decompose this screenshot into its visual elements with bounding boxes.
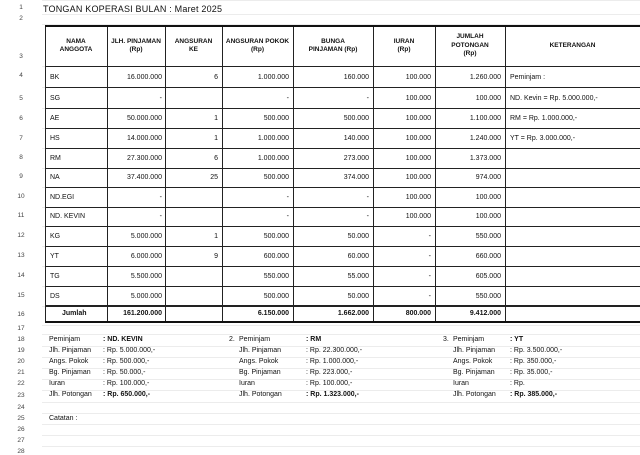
cell-angsuran-ke[interactable] xyxy=(165,211,218,223)
row-number: 18 xyxy=(17,336,25,343)
cell-bunga[interactable]: 273.000 xyxy=(343,155,369,162)
cell-pinjaman[interactable]: - xyxy=(159,194,162,201)
cell-jumlah-potongan[interactable]: 550.000 xyxy=(475,293,501,300)
cell-angsuran-pokok[interactable]: 500.000 xyxy=(263,115,289,122)
row-number: 23 xyxy=(17,392,25,399)
row-number: 20 xyxy=(17,358,25,365)
cell-bunga[interactable]: 60.000 xyxy=(347,253,369,260)
cell-pinjaman[interactable]: 16.000.000 xyxy=(126,74,162,81)
row-number: 5 xyxy=(19,95,23,102)
detail-label[interactable]: Jlh. Pinjaman xyxy=(453,347,496,354)
header-iuran[interactable]: IURAN (Rp) xyxy=(393,37,415,53)
cell-iuran[interactable]: 100.000 xyxy=(405,74,431,81)
detail-value[interactable]: : Rp. 50.000,- xyxy=(103,369,146,376)
row-number: 25 xyxy=(17,415,25,422)
total-label[interactable]: Jumlah xyxy=(62,310,87,317)
row-number: 14 xyxy=(17,272,25,279)
row-number: 21 xyxy=(17,369,25,376)
cell-nama[interactable]: YT xyxy=(50,253,59,260)
sheet-title[interactable]: TONGAN KOPERASI BULAN : Maret 2025 xyxy=(43,4,223,14)
gridline xyxy=(42,446,640,447)
cell-angsuran-ke[interactable]: 25 xyxy=(210,174,218,181)
cell-jumlah-potongan[interactable]: 1.373.000 xyxy=(469,155,501,162)
detail-value[interactable]: : Rp. 500.000,- xyxy=(103,358,150,365)
detail-label[interactable]: Peminjam xyxy=(239,336,271,343)
cell-jumlah-potongan[interactable]: 1.240.000 xyxy=(469,135,501,142)
cell-angsuran-ke[interactable]: 1 xyxy=(214,233,218,240)
cell-jumlah-potongan[interactable]: 660.000 xyxy=(475,253,501,260)
cell-jumlah-potongan[interactable]: 550.000 xyxy=(475,233,501,240)
total-iuran[interactable]: 800.000 xyxy=(405,310,431,317)
total-bunga[interactable]: 1.662.000 xyxy=(337,310,369,317)
detail-value[interactable]: : ND. KEVIN xyxy=(103,336,143,343)
cell-iuran[interactable]: 100.000 xyxy=(405,174,431,181)
row-border xyxy=(45,148,640,149)
row-border xyxy=(45,306,640,307)
cell-pinjaman[interactable]: - xyxy=(159,95,162,102)
detail-label[interactable]: Peminjam xyxy=(49,336,81,343)
detail-label[interactable]: Jlh. Potongan xyxy=(453,391,496,398)
cell-keterangan[interactable]: ND. Kevin = Rp. 5.000.000,- xyxy=(510,95,598,102)
cell-angsuran-ke[interactable]: 6 xyxy=(214,155,218,162)
row-border xyxy=(45,187,640,188)
cell-pinjaman[interactable]: 37.400.000 xyxy=(126,174,162,181)
row-border xyxy=(45,87,640,88)
cell-bunga[interactable]: 500.000 xyxy=(343,115,369,122)
cell-iuran[interactable]: - xyxy=(428,253,431,260)
detail-value[interactable]: : Rp. 650.000,- xyxy=(103,391,151,398)
detail-value[interactable]: : Rp. 35.000,- xyxy=(510,369,553,376)
row-border xyxy=(45,66,640,67)
cell-pinjaman[interactable]: 5.000.000 xyxy=(130,293,162,300)
cell-angsuran-pokok[interactable]: 600.000 xyxy=(263,253,289,260)
cell-angsuran-ke[interactable]: 1 xyxy=(214,135,218,142)
total-pinjaman[interactable]: 161.200.000 xyxy=(123,310,162,317)
gridline xyxy=(42,325,640,326)
cell-pinjaman[interactable]: 5.000.000 xyxy=(130,233,162,240)
cell-pinjaman[interactable]: 50.000.000 xyxy=(126,115,162,122)
cell-iuran[interactable]: - xyxy=(428,293,431,300)
row-border xyxy=(45,286,640,287)
cell-nama[interactable]: DS xyxy=(50,293,60,300)
detail-value[interactable]: : Rp. 350.000,- xyxy=(510,358,557,365)
detail-value[interactable]: : Rp. 22.300.000,- xyxy=(306,347,363,354)
cell-nama[interactable]: SG xyxy=(50,95,61,102)
header-angsuran-ke[interactable]: ANGSURAN KE xyxy=(174,37,213,53)
row-number: 27 xyxy=(17,437,25,444)
row-number: 22 xyxy=(17,380,25,387)
row-number: 24 xyxy=(17,404,25,411)
cell-iuran[interactable]: - xyxy=(428,233,431,240)
cell-jumlah-potongan[interactable]: 974.000 xyxy=(475,174,501,181)
detail-label[interactable]: Iuran xyxy=(49,380,65,387)
detail-label[interactable]: Jlh. Potongan xyxy=(239,391,282,398)
cell-pinjaman[interactable]: - xyxy=(159,213,162,220)
header-angsuran-pokok[interactable]: ANGSURAN POKOK (Rp) xyxy=(225,37,290,53)
row-number: 2 xyxy=(19,15,23,22)
detail-value[interactable]: : Rp. 100.000,- xyxy=(103,380,150,387)
cell-pinjaman[interactable]: 6.000.000 xyxy=(130,253,162,260)
cell-jumlah-potongan[interactable]: 1.260.000 xyxy=(469,74,501,81)
cell-angsuran-pokok[interactable]: - xyxy=(286,194,289,201)
detail-label[interactable]: Angs. Pokok xyxy=(453,358,493,365)
cell-jumlah-potongan[interactable]: 1.100.000 xyxy=(469,115,501,122)
detail-label[interactable]: Bg. Pinjaman xyxy=(49,369,91,376)
cell-pinjaman[interactable]: 5.500.000 xyxy=(130,273,162,280)
detail-value[interactable]: : Rp. 223.000,- xyxy=(306,369,353,376)
cell-nama[interactable]: AE xyxy=(50,115,60,122)
cell-jumlah-potongan[interactable]: 100.000 xyxy=(475,194,501,201)
detail-value[interactable]: : YT xyxy=(510,336,524,343)
cell-bunga[interactable]: 50.000 xyxy=(347,293,369,300)
cell-iuran[interactable]: 100.000 xyxy=(405,115,431,122)
cell-keterangan[interactable]: Peminjam : xyxy=(510,74,546,81)
header-jumlah-pinjaman[interactable]: JLH. PINJAMAN (Rp) xyxy=(111,37,161,53)
row-border xyxy=(45,321,640,323)
cell-nama[interactable]: BK xyxy=(50,74,60,81)
row-number: 15 xyxy=(17,292,25,299)
row-number: 4 xyxy=(19,72,23,79)
cell-angsuran-pokok[interactable]: 1.000.000 xyxy=(257,155,289,162)
row-number: 8 xyxy=(19,154,23,161)
header-keterangan[interactable]: KETERANGAN xyxy=(549,41,596,49)
cell-iuran[interactable]: 100.000 xyxy=(405,95,431,102)
cell-angsuran-ke[interactable]: 1 xyxy=(214,115,218,122)
notes-label[interactable]: Catatan : xyxy=(49,415,78,422)
cell-iuran[interactable]: 100.000 xyxy=(405,194,431,201)
detail-value[interactable]: : Rp. 3.500.000,- xyxy=(510,347,563,354)
row-number: 13 xyxy=(17,252,25,259)
row-number: 16 xyxy=(17,311,25,318)
cell-pinjaman[interactable]: 27.300.000 xyxy=(126,155,162,162)
cell-keterangan[interactable]: RM = Rp. 1.000.000,- xyxy=(510,115,578,122)
cell-bunga[interactable]: 140.000 xyxy=(343,135,369,142)
cell-bunga[interactable]: 55.000 xyxy=(347,273,369,280)
cell-angsuran-pokok[interactable]: 550.000 xyxy=(263,273,289,280)
cell-angsuran-ke[interactable] xyxy=(165,291,218,303)
cell-angsuran-pokok[interactable]: - xyxy=(286,95,289,102)
cell-iuran[interactable]: 100.000 xyxy=(405,135,431,142)
cell-bunga[interactable]: - xyxy=(366,95,369,102)
detail-label[interactable]: Jlh. Pinjaman xyxy=(239,347,282,354)
detail-label[interactable]: Jlh. Pinjaman xyxy=(49,347,92,354)
cell-iuran[interactable]: 100.000 xyxy=(405,155,431,162)
cell-angsuran-ke[interactable] xyxy=(165,192,218,204)
cell-angsuran-ke[interactable]: 9 xyxy=(214,253,218,260)
cell-pinjaman[interactable]: 14.000.000 xyxy=(126,135,162,142)
row-number: 3 xyxy=(19,53,23,60)
cell-nama[interactable]: ND.EGI xyxy=(50,194,75,201)
row-number: 9 xyxy=(19,173,23,180)
detail-label[interactable]: Jlh. Potongan xyxy=(49,391,92,398)
detail-value[interactable]: : Rp. 1.000.000,- xyxy=(306,358,359,365)
gridline xyxy=(42,424,640,425)
cell-bunga[interactable]: 374.000 xyxy=(343,174,369,181)
detail-number: 2. xyxy=(229,336,235,343)
detail-label[interactable]: Iuran xyxy=(239,380,255,387)
row-number: 17 xyxy=(17,325,25,332)
cell-angsuran-pokok[interactable]: 1.000.000 xyxy=(257,74,289,81)
cell-angsuran-ke[interactable]: 6 xyxy=(214,74,218,81)
row-number: 11 xyxy=(17,212,25,219)
detail-label[interactable]: Peminjam xyxy=(453,336,485,343)
cell-bunga[interactable]: 160.000 xyxy=(343,74,369,81)
row-border xyxy=(45,226,640,227)
cell-bunga[interactable]: - xyxy=(366,213,369,220)
detail-label[interactable]: Bg. Pinjaman xyxy=(453,369,495,376)
detail-value[interactable]: : Rp. 385.000,- xyxy=(510,391,558,398)
cell-nama[interactable]: RM xyxy=(50,155,61,162)
row-border xyxy=(45,108,640,109)
header-jumlah-potongan[interactable]: JUMLAH POTONGAN (Rp) xyxy=(451,33,489,58)
cell-iuran[interactable]: - xyxy=(428,273,431,280)
gridline xyxy=(42,14,640,15)
cell-bunga[interactable]: - xyxy=(366,194,369,201)
cell-angsuran-pokok[interactable]: 500.000 xyxy=(263,174,289,181)
gridline xyxy=(42,435,640,436)
detail-label[interactable]: Bg. Pinjaman xyxy=(239,369,281,376)
detail-label[interactable]: Angs. Pokok xyxy=(49,358,89,365)
cell-angsuran-pokok[interactable]: 500.000 xyxy=(263,233,289,240)
total-angsuran-pokok[interactable]: 6.150.000 xyxy=(257,310,289,317)
row-number: 28 xyxy=(17,448,25,455)
cell-angsuran-pokok[interactable]: - xyxy=(286,213,289,220)
cell-jumlah-potongan[interactable]: 100.000 xyxy=(475,213,501,220)
detail-number: 3. xyxy=(443,336,449,343)
cell-iuran[interactable]: 100.000 xyxy=(405,213,431,220)
header-nama-anggota[interactable]: NAMA ANGGOTA xyxy=(59,37,93,53)
detail-value[interactable]: : RM xyxy=(306,336,322,343)
row-number: 6 xyxy=(19,115,23,122)
row-number: 19 xyxy=(17,347,25,354)
row-number: 7 xyxy=(19,135,23,142)
cell-jumlah-potongan[interactable]: 100.000 xyxy=(475,95,501,102)
cell-angsuran-ke[interactable] xyxy=(165,271,218,283)
gridline xyxy=(42,0,640,1)
detail-label[interactable]: Angs. Pokok xyxy=(239,358,279,365)
total-jumlah-potongan[interactable]: 9.412.000 xyxy=(469,310,501,317)
cell-keterangan[interactable]: YT = Rp. 3.000.000,- xyxy=(510,135,576,142)
detail-label[interactable]: Iuran xyxy=(453,380,469,387)
cell-nama[interactable]: NA xyxy=(50,174,60,181)
row-border xyxy=(45,266,640,267)
cell-nama[interactable]: TG xyxy=(50,273,60,280)
gridline xyxy=(42,402,640,403)
detail-value[interactable]: : Rp. xyxy=(510,380,525,387)
cell-jumlah-potongan[interactable]: 605.000 xyxy=(475,273,501,280)
cell-nama[interactable]: KG xyxy=(50,233,61,240)
cell-angsuran-pokok[interactable]: 500.000 xyxy=(263,293,289,300)
detail-value[interactable]: : Rp. 5.000.000,- xyxy=(103,347,156,354)
cell-nama[interactable]: HS xyxy=(50,135,60,142)
detail-value[interactable]: : Rp. 100.000,- xyxy=(306,380,353,387)
row-number: 12 xyxy=(17,232,25,239)
cell-angsuran-pokok[interactable]: 1.000.000 xyxy=(257,135,289,142)
row-number: 26 xyxy=(17,426,25,433)
row-number: 1 xyxy=(19,4,23,11)
row-number: 10 xyxy=(17,193,25,200)
detail-value[interactable]: : Rp. 1.323.000,- xyxy=(306,391,359,398)
header-bunga-pinjaman[interactable]: BUNGA PINJAMAN (Rp) xyxy=(308,37,358,53)
cell-bunga[interactable]: 50.000 xyxy=(347,233,369,240)
cell-angsuran-ke[interactable] xyxy=(165,93,218,105)
cell-nama[interactable]: ND. KEVIN xyxy=(50,213,86,220)
gridline xyxy=(42,413,640,414)
row-border xyxy=(45,246,640,247)
row-border xyxy=(45,128,640,129)
